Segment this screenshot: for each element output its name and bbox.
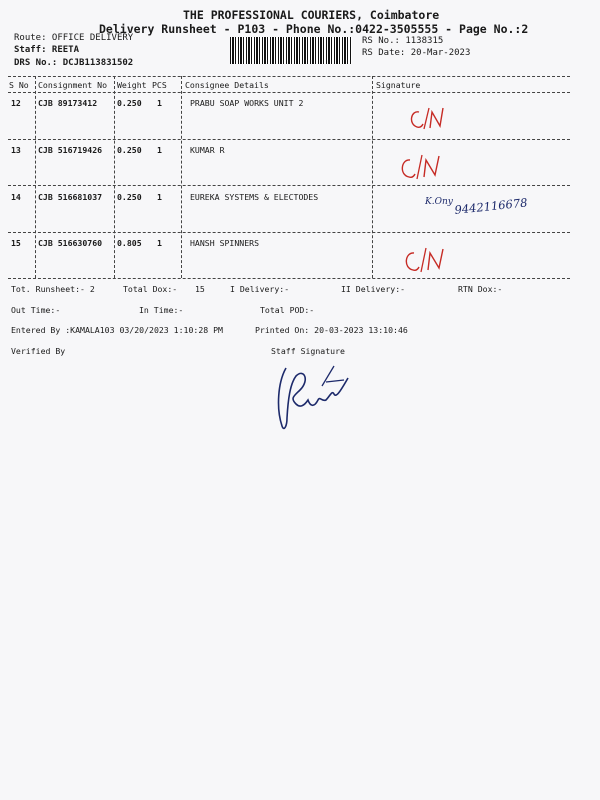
column-separator: [35, 76, 36, 278]
printed-on: Printed On: 20-03-2023 13:10:46: [255, 325, 408, 335]
rtn-dox: RTN Dox:-: [458, 284, 503, 294]
handwritten-sign-row13: [396, 150, 454, 182]
row-consignment: CJB 89173412: [38, 98, 98, 108]
divider: [8, 185, 570, 186]
handwritten-sign-row12: [405, 104, 455, 132]
row-consignment: CJB 516630760: [38, 238, 103, 248]
row-weight: 0.250: [117, 192, 142, 202]
col-header-sno: S No: [9, 80, 29, 90]
row-consignee: PRABU SOAP WORKS UNIT 2: [190, 98, 304, 108]
column-separator: [372, 76, 373, 278]
divider: [8, 92, 570, 93]
rs-date: RS Date: 20-Mar-2023: [362, 48, 471, 58]
row-sno: 13: [11, 145, 21, 155]
column-separator: [114, 76, 115, 278]
verified-by: Verified By: [11, 346, 66, 356]
row-consignment: CJB 516719426: [38, 145, 103, 155]
row-pcs: 1: [157, 98, 162, 108]
row-consignee: KUMAR R: [190, 145, 225, 155]
total-pod: Total POD:-: [260, 305, 315, 315]
in-time: In Time:-: [139, 305, 184, 315]
divider: [8, 232, 570, 233]
row-sno: 15: [11, 238, 21, 248]
rs-number: RS No.: 1138315: [362, 36, 444, 46]
route-label: Route: OFFICE DELIVERY: [14, 33, 134, 43]
column-separator: [181, 76, 182, 278]
row-pcs: 1: [157, 238, 162, 248]
col-header-consignee: Consignee Details: [185, 80, 269, 90]
staff-label: Staff: REETA: [14, 45, 80, 55]
col-header-pcs: PCS: [152, 80, 167, 90]
row-consignment: CJB 516681037: [38, 192, 103, 202]
row-sno: 12: [11, 98, 21, 108]
staff-signature-label: Staff Signature: [271, 346, 345, 356]
svg-text:K.Ony: K.Ony: [425, 197, 453, 207]
divider: [8, 76, 570, 77]
drs-number: DRS No.: DCJB113831502: [14, 58, 134, 68]
company-title: THE PROFESSIONAL COURIERS, Coimbatore: [183, 8, 440, 22]
row-weight: 0.250: [117, 98, 142, 108]
row-pcs: 1: [157, 192, 162, 202]
divider: [8, 278, 570, 279]
barcode: [230, 37, 352, 64]
col-header-signature: Signature: [376, 80, 421, 90]
i-delivery: I Delivery:-: [230, 284, 290, 294]
total-dox-value: 15: [195, 284, 205, 294]
out-time: Out Time:-: [11, 305, 61, 315]
row-weight: 0.805: [117, 238, 142, 248]
runsheet-subtitle: Delivery Runsheet - P103 - Phone No.:0422-3505555 - Page No.:2: [99, 22, 529, 36]
total-dox-label: Total Dox:-: [123, 284, 178, 294]
row-consignee: EUREKA SYSTEMS & ELECTODES: [190, 192, 319, 202]
tot-runsheet: Tot. Runsheet:- 2: [11, 284, 95, 294]
row-consignee: HANSH SPINNERS: [190, 238, 260, 248]
handwritten-sign-row15: [400, 243, 458, 275]
ii-delivery: II Delivery:-: [341, 284, 406, 294]
row-sno: 14: [11, 192, 21, 202]
staff-signature-scribble: [270, 360, 360, 435]
row-pcs: 1: [157, 145, 162, 155]
entered-by: Entered By :KAMALA103 03/20/2023 1:10:28 PM: [11, 325, 223, 335]
svg-text:9442116678: 9442116678: [453, 195, 529, 217]
col-header-weight: Weight: [117, 80, 147, 90]
handwritten-sign-row14: [425, 190, 555, 222]
row-weight: 0.250: [117, 145, 142, 155]
divider: [8, 139, 570, 140]
col-header-consignment: Consignment No: [38, 80, 108, 90]
